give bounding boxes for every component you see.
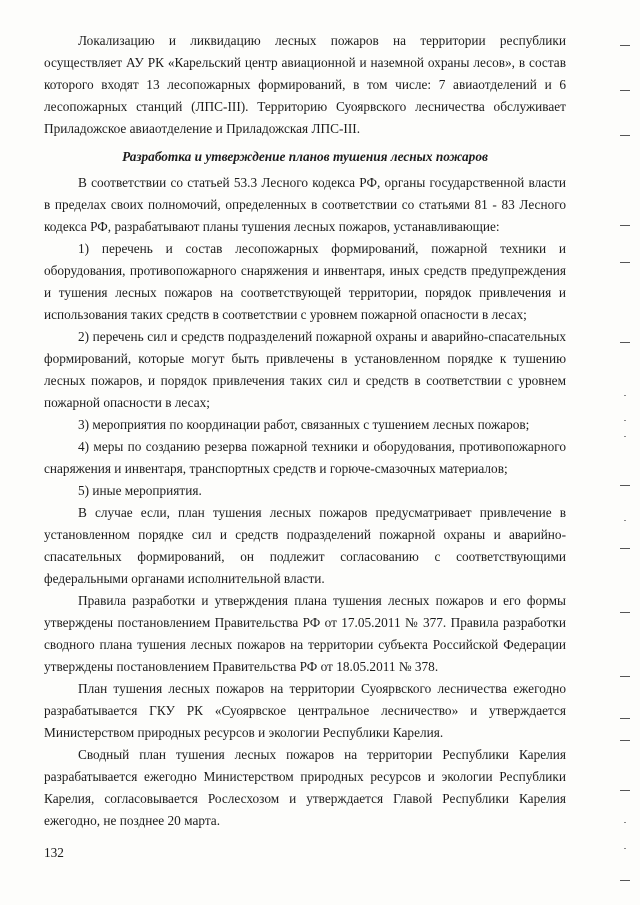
- scan-mark: [620, 740, 630, 741]
- scan-mark: [624, 420, 626, 421]
- paragraph: В соответствии со статьей 53.3 Лесного кодекса РФ, органы государственной власти в пределах своих полномочий, определенных в соответствии со статьями 81 - 83 Лесного кодекса РФ, разрабатывают планы тушения лесных пожаров, устанавливающие:: [44, 175, 566, 234]
- scan-mark: [624, 520, 626, 521]
- scan-mark: [620, 262, 630, 263]
- paragraph: В случае если, план тушения лесных пожаров предусматривает привлечение в установленном порядке сил и средств подразделений пожарной охраны и аварийно-спасательных формирований, он подлежит согласованию с соответствующими федеральными органами исполнительной власти.: [44, 505, 566, 586]
- scan-mark: [620, 342, 630, 343]
- scan-mark: [624, 822, 626, 823]
- scan-mark: [620, 45, 630, 46]
- scan-mark: [624, 395, 626, 396]
- list-item-2: 2) перечень сил и средств подразделений пожарной охраны и аварийно-спасательных формирований, которые могут быть привлечены в установленном порядке к тушению лесных пожаров, и порядок привлечения таких сил и средств в соответствии с уровнем пожарной опасности в лесах;: [44, 329, 566, 410]
- scan-mark: [620, 790, 630, 791]
- scan-mark: [620, 718, 630, 719]
- scan-mark: [620, 612, 630, 613]
- scan-mark: [620, 880, 630, 881]
- scan-mark: [620, 676, 630, 677]
- paragraph-intro: Локализацию и ликвидацию лесных пожаров на территории республики осуществляет АУ РК «Карельский центр авиационной и наземной охраны лесов», в состав которого входят 13 лесопожарных формирований, в том числе: 7 авиаотделений и 6 лесопожарных станций (ЛПС-III). Территорию Суоярвского лесничества обслуживает Приладожское авиаотделение и Приладожская ЛПС-III.: [44, 33, 566, 136]
- scan-mark: [620, 225, 630, 226]
- scan-mark: [620, 135, 630, 136]
- list-item-3: 3) мероприятия по координации работ, связанных с тушением лесных пожаров;: [78, 417, 530, 432]
- scan-edge-marks: [612, 0, 640, 905]
- list-item-5: 5) иные мероприятия.: [78, 483, 202, 498]
- section-heading: Разработка и утверждение планов тушения лесных пожаров: [122, 149, 488, 164]
- scan-mark: [620, 548, 630, 549]
- scan-mark: [620, 485, 630, 486]
- scan-mark: [624, 436, 626, 437]
- list-item-4: 4) меры по созданию резерва пожарной техники и оборудования, противопожарного снаряжения и инвентаря, транспортных средств и горюче-смазочных материалов;: [44, 439, 566, 476]
- scan-mark: [620, 90, 630, 91]
- paragraph: План тушения лесных пожаров на территории Суоярвского лесничества ежегодно разрабатывается ГКУ РК «Суоярвское центральное лесничество» и утверждается Министерством природных ресурсов и экологии Республики Карелия.: [44, 681, 566, 740]
- paragraph: Правила разработки и утверждения плана тушения лесных пожаров и его формы утверждены постановлением Правительства РФ от 17.05.2011 № 377. Правила разработки сводного плана тушения лесных пожаров на территории субъекта Российской Федерации утверждены постановлением Правительства РФ от 18.05.2011 № 378.: [44, 593, 566, 674]
- scan-mark: [624, 848, 626, 849]
- document-page: [44, 30, 566, 832]
- page-number: 132: [44, 845, 64, 860]
- list-item-1: 1) перечень и состав лесопожарных формирований, пожарной техники и оборудования, противопожарного снаряжения и инвентаря, иных средств предупреждения и тушения лесных пожаров на соответствующей территории, порядок привлечения и использования таких средств в соответствии с уровнем пожарной опасности в лесах;: [44, 241, 566, 322]
- paragraph: Сводный план тушения лесных пожаров на территории Республики Карелия разрабатывается ежегодно Министерством природных ресурсов и экологии Республики Карелия, согласовывается Рослесхозом и утверждается Главой Республики Карелия ежегодно, не позднее 20 марта.: [44, 747, 566, 828]
